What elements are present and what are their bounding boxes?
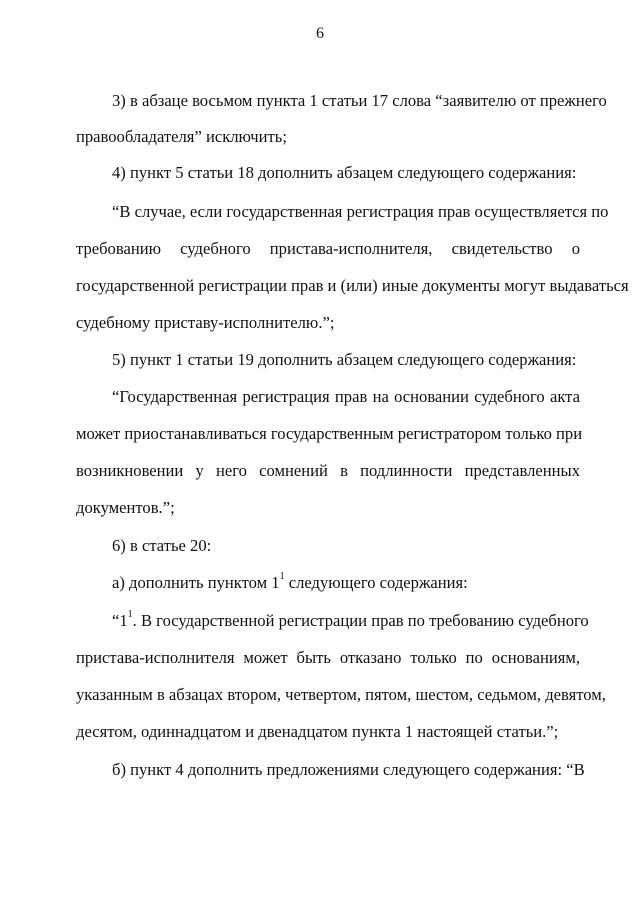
text-segment: следующего содержания: xyxy=(284,573,468,592)
text-line: 6) в статье 20: xyxy=(112,536,212,555)
text-line: указанным в абзацах втором, четвертом, пятом, шестом, седьмом, девятом, xyxy=(76,685,606,704)
text-segment: а) дополнить пунктом 1 xyxy=(112,573,280,592)
text-line: 4) пункт 5 статьи 18 дополнить абзацем следующего содержания: xyxy=(112,163,577,182)
text-line: “В случае, если государственная регистрация прав осуществляется по xyxy=(112,202,609,221)
text-line: 5) пункт 1 статьи 19 дополнить абзацем следующего содержания: xyxy=(112,350,577,369)
text-line: “Государственная регистрация прав на основании судебного акта xyxy=(112,387,580,406)
text-line: пристава-исполнителя может быть отказано только по основаниям, xyxy=(76,648,580,667)
text-line xyxy=(112,609,589,632)
text-line: правообладателя” исключить; xyxy=(76,127,287,146)
superscript: 1 xyxy=(127,609,133,621)
text-line: документов.”; xyxy=(76,498,175,517)
text-segment: . В государственной регистрации прав по требованию судебного xyxy=(132,611,589,630)
text-line: б) пункт 4 дополнить предложениями следующего содержания: “В xyxy=(112,760,585,779)
page-number: 6 xyxy=(316,25,324,42)
text-line: 3) в абзаце восьмом пункта 1 статьи 17 слова “заявителю от прежнего xyxy=(112,91,607,110)
text-line: возникновении у него сомнений в подлинности представленных xyxy=(76,461,580,480)
text-line: требованию судебного пристава-исполнителя, свидетельство о xyxy=(76,239,580,258)
superscript: 1 xyxy=(279,571,285,583)
text-segment: “1 xyxy=(112,611,128,630)
text-line: десятом, одиннадцатом и двенадцатом пункта 1 настоящей статьи.”; xyxy=(76,722,559,741)
text-line: может приостанавливаться государственным регистратором только при xyxy=(76,424,583,443)
text-line: государственной регистрации прав и (или) иные документы могут выдаваться xyxy=(76,276,629,295)
text-line xyxy=(112,572,580,594)
text-line: судебному приставу-исполнителю.”; xyxy=(76,313,335,332)
